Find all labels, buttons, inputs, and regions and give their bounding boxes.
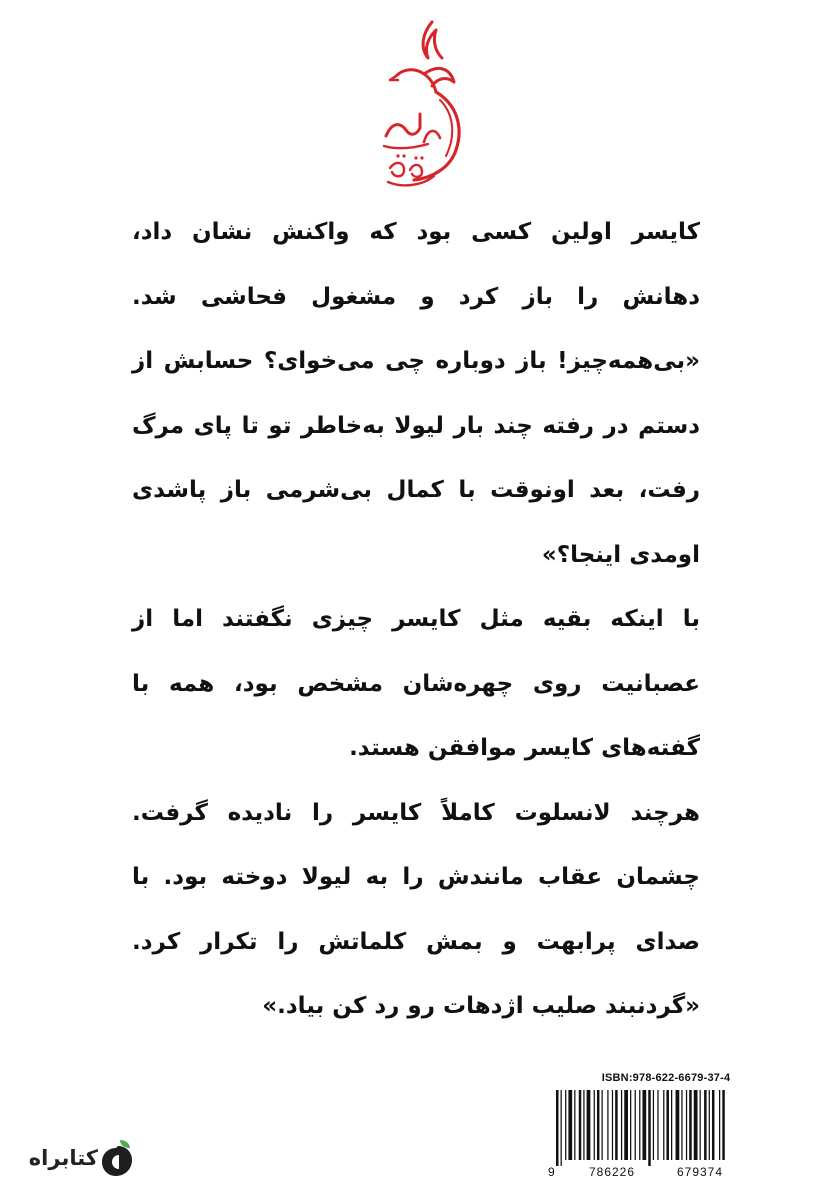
paragraph-2: با اینکه بقیه مثل کایسر چیزی نگفتند اما از عصبانیت روی چهره‌شان مشخص بود، همه با گفته‌های کایسر موافقن هستد. [132,606,700,761]
barcode-bar [568,1090,572,1160]
barcode-bar [615,1090,618,1160]
barcode-bar [565,1090,566,1160]
barcode-bar [686,1090,687,1160]
ketabrah-logo [22,1138,134,1180]
barcode-bar [722,1090,725,1160]
barcode-bar [712,1090,715,1160]
barcode-right-digits: 679374 [676,1165,724,1178]
barcode-bar [648,1090,651,1166]
barcode-bar [587,1090,591,1160]
barcode-bar [594,1090,595,1160]
paragraph-1: کایسر اولین کسی بود که واکنش نشان داد، دهانش را باز کرد و مشغول فحاشی شد. «بی‌همه‌چیز! باز دوباره چی می‌خوای؟ حسابش از دستم در رفته چند بار لیولا به‌خاطر تو تا پای مرگ رفت، بعد اونوقت با کمال بی‌شرمی باز پاشدی اومدی اینجا؟» [132,219,700,568]
barcode-bar [612,1090,613,1160]
barcode-lead-digit: 9 [548,1165,555,1178]
barcode-bar [624,1090,628,1160]
barcode-bar [630,1090,631,1160]
isbn-barcode [542,1072,754,1178]
barcode-bars [542,1086,754,1178]
barcode-bar [621,1090,622,1160]
barcode-bar [657,1090,658,1160]
barcode-bar [556,1090,559,1166]
barcode-bar [639,1090,640,1160]
barcode-bar [635,1090,636,1160]
barcode-bar [676,1090,680,1160]
barcode-left-digits: 786226 [588,1165,636,1178]
barcode-bar [719,1090,720,1160]
back-cover-text [132,200,700,1039]
barcode-bar [579,1090,582,1160]
ketabrah-leaf-icon [100,1138,134,1180]
barcode-bar [653,1090,654,1160]
publisher-logo [370,18,480,193]
barcode-bar [700,1090,701,1160]
barcode-bar [561,1090,562,1166]
barcode-bar [709,1090,710,1160]
barcode-bar [671,1090,672,1160]
barcode-bar [681,1090,682,1160]
isbn-label: ISBN:978-622-6679-37-4 [601,1072,731,1084]
barcode-bar [689,1090,692,1160]
barcode-bar [607,1090,608,1160]
barcode-bar [704,1090,707,1160]
barcode-bar [583,1090,584,1160]
barcode-bar [574,1090,575,1160]
barcode-bar [602,1090,603,1160]
barcode-bar [694,1090,698,1160]
brand-name: کتابراه [28,1146,98,1170]
paragraph-3: هرچند لانسلوت کاملاً کایسر را نادیده گرفت. چشمان عقاب مانندش را به لیولا دوخته بود. با صدای پرابهت و بمش کلماتش را تکرار کرد. «گردنبند صلیب اژدهات رو رد کن بیاد.» [132,799,700,1019]
barcode-bar [597,1090,600,1160]
barcode-bar [642,1090,646,1160]
barcode-bar [663,1090,664,1160]
barcode-bar [666,1090,669,1160]
phoenix-icon [370,18,480,193]
